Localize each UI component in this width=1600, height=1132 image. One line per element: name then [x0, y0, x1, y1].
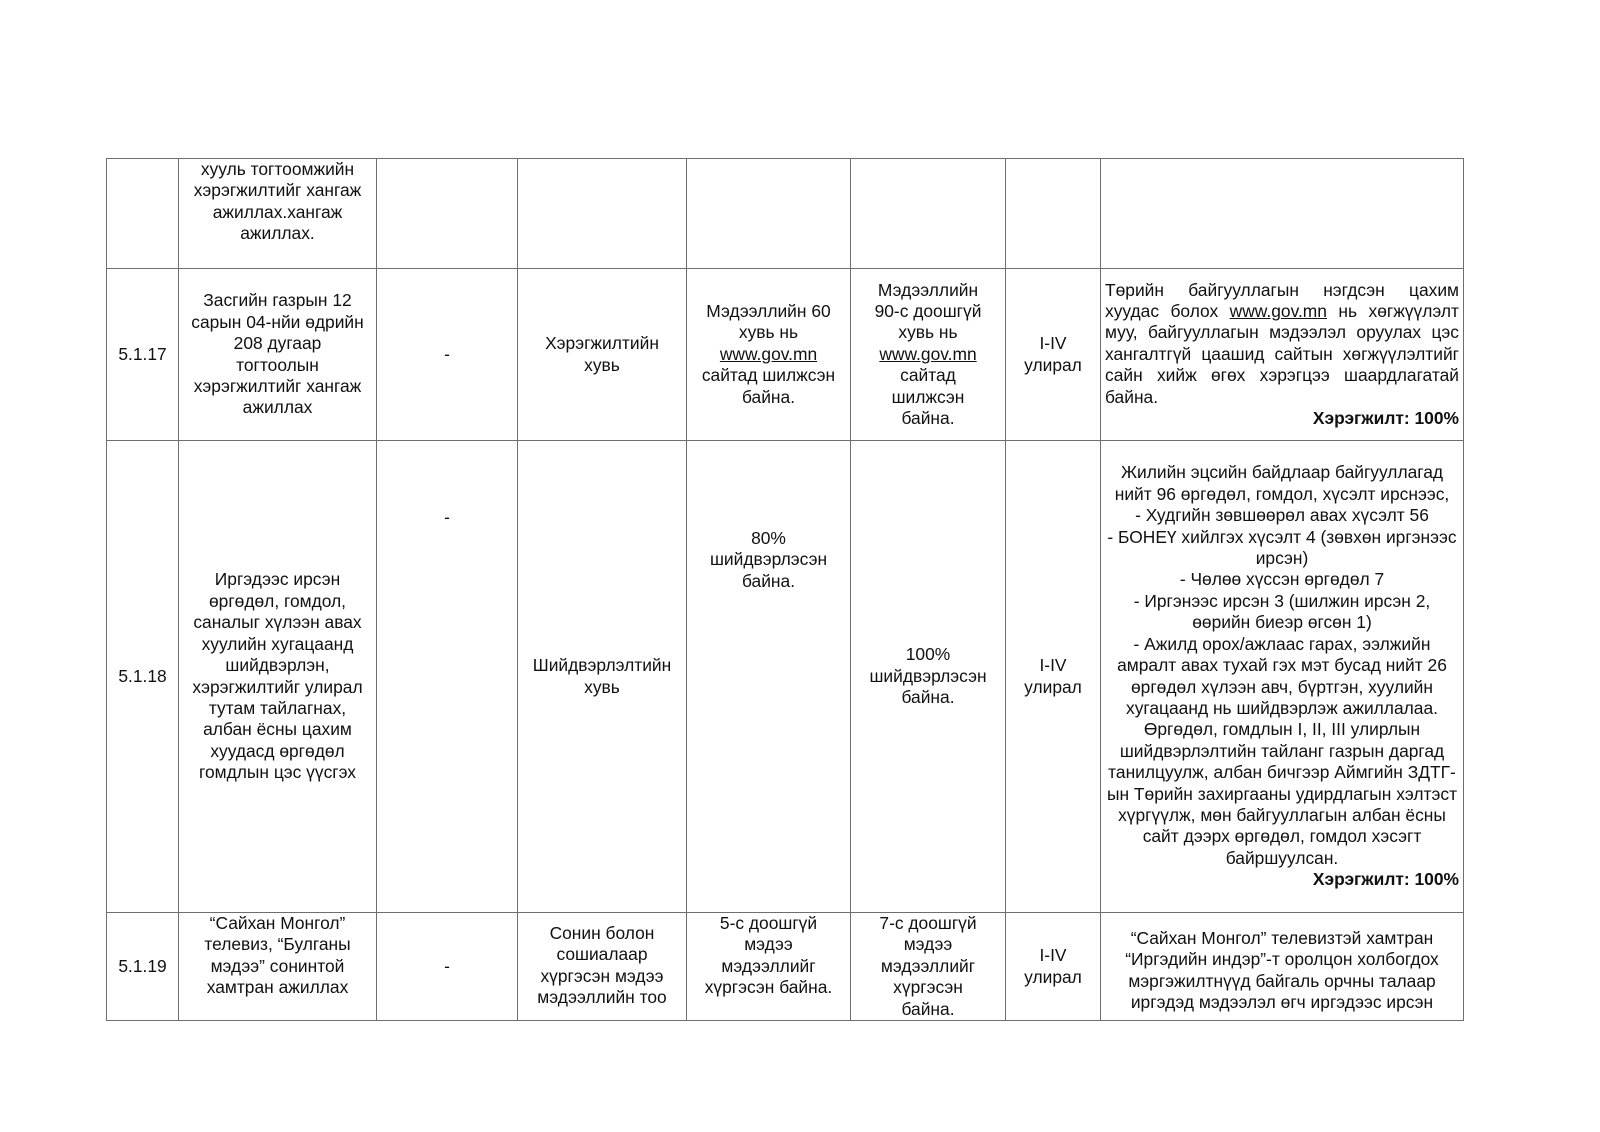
baseline-text: Мэдээллийн 60 хувь нь: [706, 300, 831, 343]
cell-report: [1101, 441, 1464, 913]
baseline-text: 5-с доошгүй мэдээ мэдээллийг хүргэсэн байна.: [704, 913, 833, 998]
cell-report: [1101, 159, 1464, 269]
cell-no: 5.1.19: [107, 913, 179, 1021]
report-line: - БОНЕҮ хийлгэх хүсэлт 4 (зөвхөн иргэнээс ирсэн): [1107, 526, 1457, 569]
cell-indicator: [518, 269, 687, 441]
table-row-5-1-19: [107, 913, 1464, 1021]
table-row-continuation: [107, 159, 1464, 269]
cell-task: [179, 913, 377, 1021]
cell-baseline: [687, 159, 851, 269]
plan-report-table: [106, 158, 1464, 1021]
cell-funding: [377, 441, 518, 913]
period-text: I-IV улирал: [1024, 655, 1082, 697]
table-row-5-1-17: [107, 269, 1464, 441]
funding-text: -: [444, 507, 450, 527]
cell-indicator: [518, 913, 687, 1021]
cell-funding: -: [377, 913, 518, 1021]
cell-report: [1101, 269, 1464, 441]
cell-report: [1101, 913, 1464, 1021]
report-line: - Худгийн зөвшөөрөл авах хүсэлт 56: [1135, 505, 1429, 526]
cell-indicator: [518, 441, 687, 913]
cell-funding: -: [377, 269, 518, 441]
cell-no: 5.1.17: [107, 269, 179, 441]
indicator-text: Хэрэгжилтийн хувь: [545, 333, 659, 375]
cell-indicator: [518, 159, 687, 269]
gov-mn-link[interactable]: www.gov.mn: [879, 343, 977, 364]
baseline-text-post: сайтад шилжсэн байна.: [701, 365, 836, 407]
baseline-text: 80% шийдвэрлэсэн байна.: [709, 528, 828, 591]
gov-mn-link[interactable]: www.gov.mn: [719, 343, 818, 364]
report-text: [1105, 280, 1459, 408]
result-label: Хэрэгжилт: 100%: [1312, 408, 1459, 429]
target-text: 7-с доошгүй мэдээ мэдээллийг хүргэсэн байна.: [879, 913, 977, 1019]
indicator-text: Сонин болон сошиалаар хүргэсэн мэдээ мэдээллийн тоо: [537, 923, 667, 1008]
cell-target: [851, 269, 1006, 441]
cell-task: [179, 441, 377, 913]
cell-baseline: [687, 913, 851, 1021]
table-row-5-1-18: [107, 441, 1464, 913]
period-text: I-IV улирал: [1024, 945, 1082, 987]
cell-period: [1006, 913, 1101, 1021]
cell-baseline: [687, 441, 851, 913]
target-text: 100% шийдвэрлэсэн байна.: [869, 644, 987, 708]
target-text-post: сайтад шилжсэн байна.: [891, 365, 965, 429]
task-text: Засгийн газрын 12 сарын 04-нйи өдрийн 208 дугаар тогтоолын хэрэгжилтийг хангаж ажиллах: [191, 290, 364, 418]
cell-task: [179, 269, 377, 441]
cell-no: [107, 159, 179, 269]
cell-no: 5.1.18: [107, 441, 179, 913]
task-text: Иргэдээс ирсэн өргөдөл, гомдол, саналыг хүлээн авах хуулийн хугацаанд шийдвэрлэн, хэрэгжилтийг улирал тутам тайлагнах, албан ёсны цахим хуудасд өргөдөл гомдлын цэс үүсгэх: [192, 569, 363, 783]
cell-target: [851, 441, 1006, 913]
gov-mn-link[interactable]: www.gov.mn: [1229, 300, 1327, 321]
cell-task: [179, 159, 377, 269]
result-label: Хэрэгжилт: 100%: [1312, 869, 1459, 890]
cell-funding: [377, 159, 518, 269]
cell-period: [1006, 269, 1101, 441]
report-line: Өргөдөл, гомдлын I, II, III улирлын шийдвэрлэлтийн тайланг газрын даргад танилцуулж, албан бичгээр Аймгийн ЗДТГ-ын Төрийн захиргааны удирдлагын хэлтэст хүргүүлж, мөн байгууллагын албан ёсны сайт дээрх өргөдөл, гомдол хэсэгт байршуулсан.: [1106, 719, 1458, 868]
cell-baseline: [687, 269, 851, 441]
task-text: “Сайхан Монгол” телевиз, “Булганы мэдээ” сонинтой хамтран ажиллах: [204, 913, 351, 998]
report-text-pre: Төрийн байгууллагын нэгдсэн цахим хуудас болох: [1105, 279, 1459, 321]
period-text: I-IV улирал: [1024, 333, 1082, 375]
report-line: - Ажилд орох/ажлаас гарах, ээлжийн амралт авах тухай гэх мэт бусад нийт 26 өргөдөл хүлээн авч, бүртгэн, хуулийн хугацаанд нь шийдвэрлэж ажиллалаа.: [1117, 633, 1447, 718]
cell-period: [1006, 159, 1101, 269]
cell-target: [851, 159, 1006, 269]
indicator-text: Шийдвэрлэлтийн хувь: [532, 655, 672, 697]
report-line: Жилийн эцсийн байдлаар байгууллагад нийт 96 өргөдөл, гомдол, хүсэлт ирснээс,: [1114, 462, 1450, 504]
task-text: хууль тогтоомжийн хэрэгжилтийг хангаж ажиллах.хангаж ажиллах.: [193, 159, 362, 244]
cell-period: [1006, 441, 1101, 913]
report-text-post: нь хөгжүүлэлт муу, байгууллагын мэдээлэл оруулах цэс хангалтгүй цаашид сайтын хөгжүүлэлтийг сайн хийж өгөх хэрэгцээ шаардлагатай байна.: [1105, 300, 1459, 407]
report-text: “Сайхан Монгол” телевизтэй хамтран “Иргэдийн индэр”-т оролцон холбогдох мэргэжилтнүүд байгаль орчны талаар иргэдэд мэдээлэл өгч иргэдээс ирсэн: [1125, 927, 1439, 1012]
report-line: - Иргэнээс ирсэн 3 (шилжин ирсэн 2, өөрийн биеэр өгсөн 1): [1133, 590, 1431, 633]
report-line: - Чөлөө хүссэн өргөдөл 7: [1179, 569, 1385, 590]
cell-target: [851, 913, 1006, 1021]
target-text: Мэдээллийн 90-с доошгүй хувь нь: [874, 279, 982, 343]
